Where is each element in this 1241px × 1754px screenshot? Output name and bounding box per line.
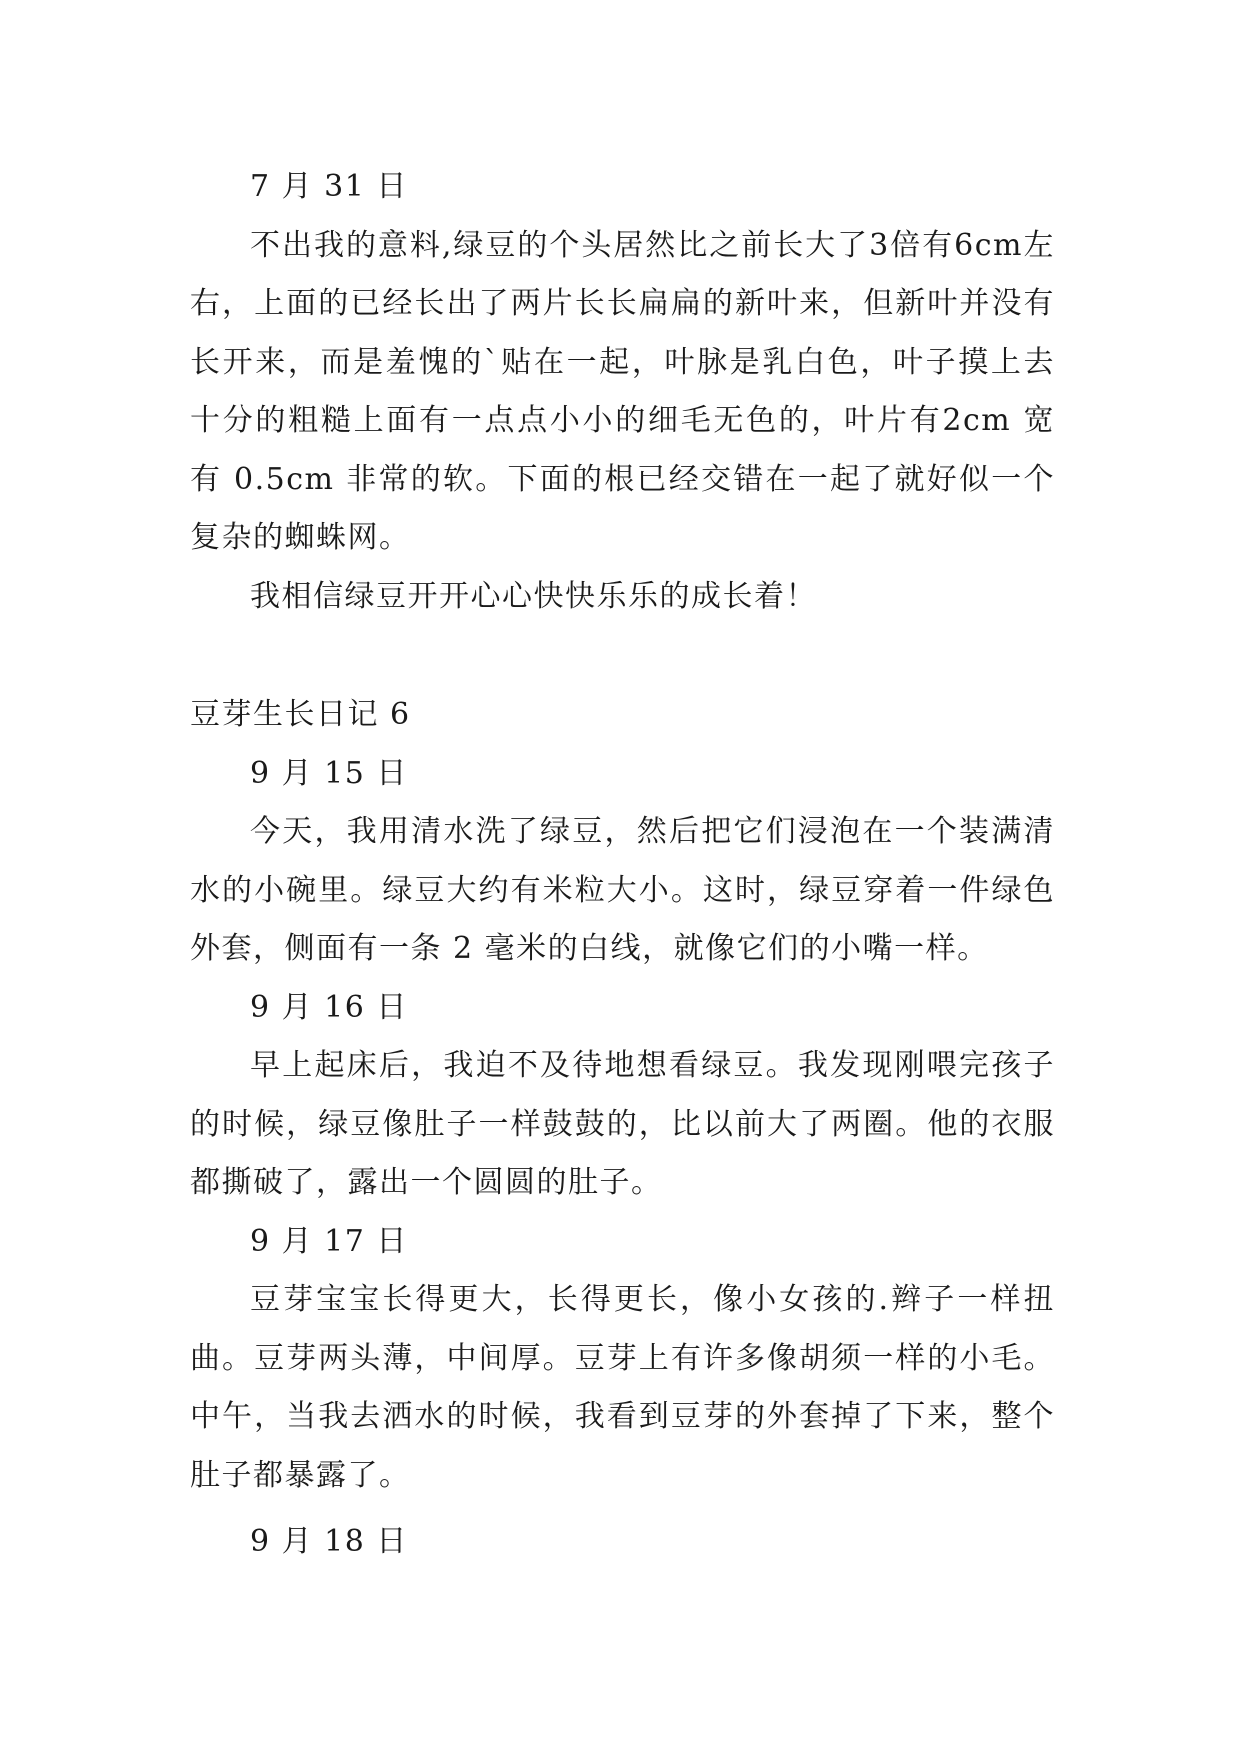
entry-date: 9 月 15 日 [250, 755, 408, 791]
entry-date: 9 月 18 日 [250, 1524, 408, 1559]
entry-paragraph: 豆芽宝宝长得更大，长得更长，像小女孩的.辫子一样扭曲。豆芽两头薄，中间厚。豆芽上有许多像胡须一样的小毛。中午，当我去洒水的时候，我看到豆芽的外套掉了下来，整个肚子都暴露了。 [190, 1282, 1055, 1493]
entry-date: 9 月 17 日 [250, 1223, 408, 1259]
section-title: 豆芽生长日记 6 [190, 697, 411, 732]
entry-paragraph: 早上起床后，我迫不及待地想看绿豆。我发现刚喂完孩子的时候，绿豆像肚子一样鼓鼓的，比以前大了两圈。他的衣服都撕破了，露出一个圆圆的肚子。 [190, 1048, 1055, 1200]
entry-paragraph: 不出我的意料,绿豆的个头居然比之前长大了3倍有6cm左右，上面的已经长出了两片长长扁扁的新叶来，但新叶并没有长开来，而是羞愧的`贴在一起，叶脉是乳白色，叶子摸上去十分的粗糙上面有一点点小小的细毛无色的，叶片有2cm 宽有 0.5cm 非常的软。下面的根已经交错在一起了就好似一个复杂的蜘蛛网。 [190, 227, 1055, 555]
document-page [190, 158, 1055, 1738]
entry-date: 7 月 31 日 [250, 169, 408, 204]
entry-date: 9 月 16 日 [250, 989, 408, 1025]
entry-paragraph: 我相信绿豆开开心心快快乐乐的成长着！ [250, 578, 817, 614]
entry-paragraph: 今天，我用清水洗了绿豆，然后把它们浸泡在一个装满清水的小碗里。绿豆大约有米粒大小。这时，绿豆穿着一件绿色外套，侧面有一条 2 毫米的白线，就像它们的小嘴一样。 [190, 814, 1055, 966]
section-gap [190, 626, 1055, 686]
